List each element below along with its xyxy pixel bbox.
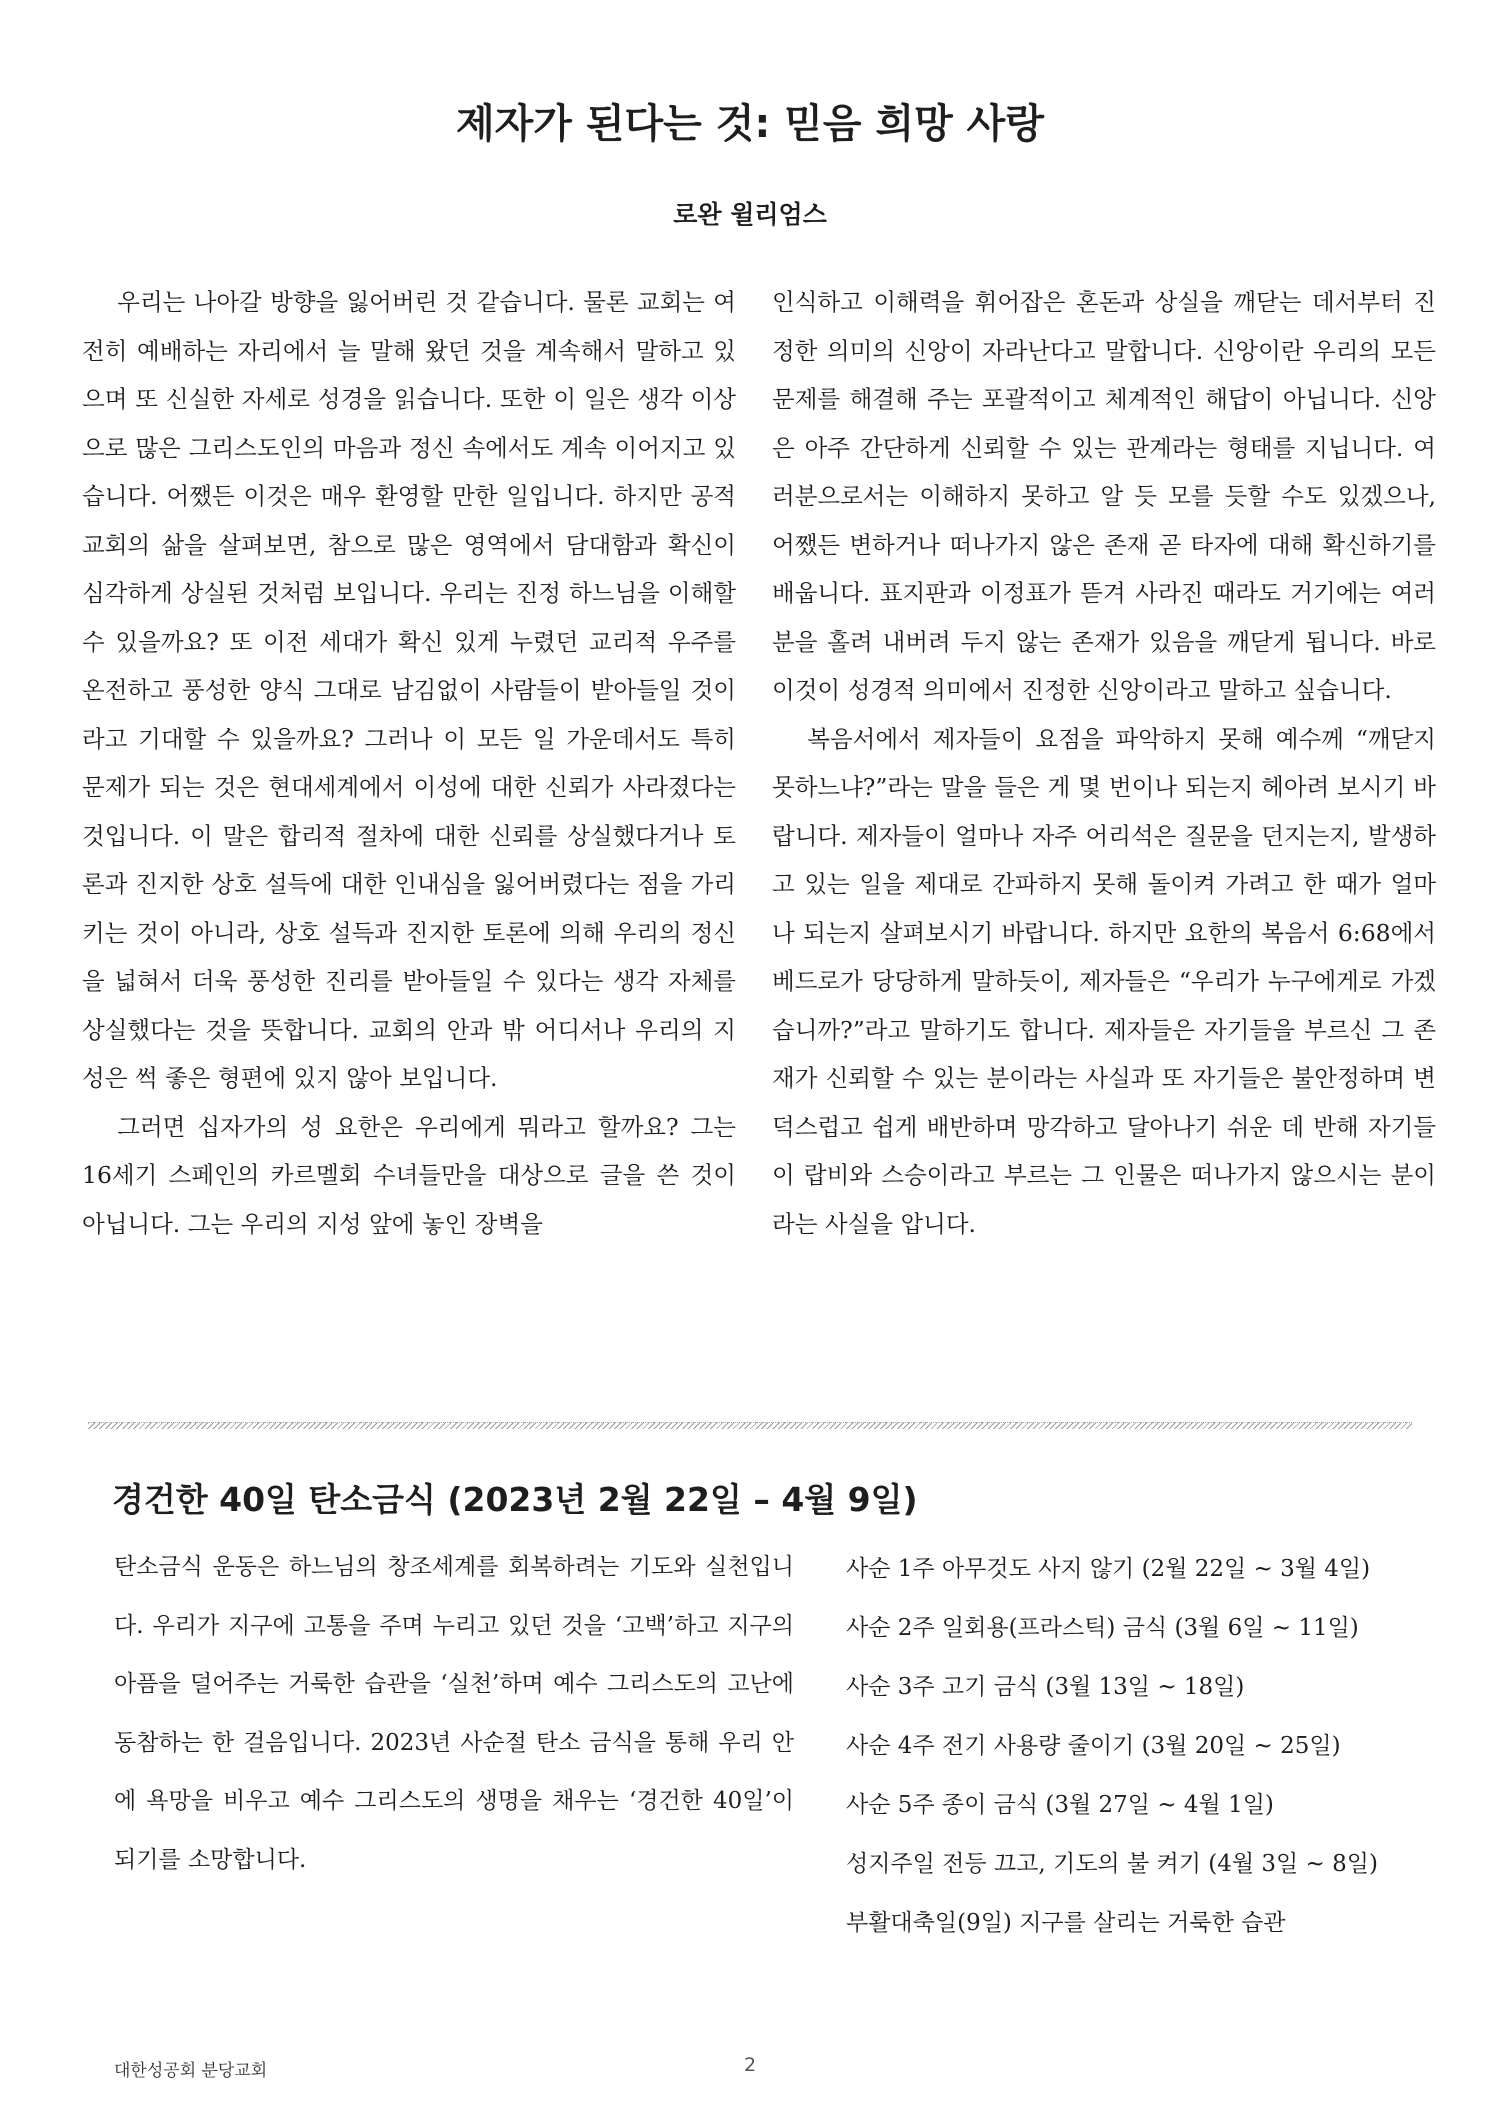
fasting-schedule <box>846 1540 1378 1953</box>
schedule-item: 사순 1주 아무것도 사지 않기 (2월 22일 ~ 3월 4일) <box>846 1556 1371 1582</box>
schedule-item: 사순 2주 일회용(프라스틱) 금식 (3월 6일 ~ 11일) <box>846 1615 1359 1641</box>
fasting-section-title: 경건한 40일 탄소금식 (2023년 2월 22일 – 4월 9일) <box>112 1480 918 1519</box>
section-divider <box>88 1422 1412 1429</box>
schedule-item: 사순 3주 고기 금식 (3월 13일 ~ 18일) <box>846 1674 1245 1700</box>
footer-church-name: 대한성공회 분당교회 <box>114 2061 268 2081</box>
article-author: 로완 윌리엄스 <box>673 200 827 229</box>
schedule-item: 부활대축일(9일) 지구를 살리는 거룩한 습관 <box>846 1910 1286 1936</box>
article-column-right <box>772 278 1436 1248</box>
article-paragraph: 복음서에서 제자들이 요점을 파악하지 못해 예수께 “깨닫지 못하느냐?”라는 말을 들은 게 몇 번이나 되는지 헤아려 보시기 바랍니다. 제자들이 얼마나 자주 어리석은 질문을 던지는지, 발생하고 있는 일을 제대로 간파하지 못해 돌이켜 가려고 한 때가 얼마나 되는지 살펴보시기 바랍니다. 하지만 요한의 복음서 6:68에서 베드로가 당당하게 말하듯이, 제자들은 “우리가 누구에게로 가겠습니까?”라고 말하기도 합니다. 제자들은 자기들을 부르신 그 존재가 신뢰할 수 있는 분이라는 사실과 또 자기들은 불안정하며 변덕스럽고 쉽게 배반하며 망각하고 달아나기 쉬운 데 반해 자기들이 랍비와 스승이라고 부르는 그 인물은 떠나가지 않으시는 분이라는 사실을 압니다. <box>772 724 1436 1238</box>
article-title: 제자가 된다는 것: 믿음 희망 사랑 <box>456 101 1044 147</box>
page-number: 2 <box>743 2054 757 2076</box>
schedule-item: 성지주일 전등 끄고, 기도의 불 켜기 (4월 3일 ~ 8일) <box>846 1851 1378 1877</box>
schedule-item: 사순 5주 종이 금식 (3월 27일 ~ 4월 1일) <box>846 1792 1274 1818</box>
schedule-item: 사순 4주 전기 사용량 줄이기 (3월 20일 ~ 25일) <box>846 1733 1341 1759</box>
article-column-left <box>82 278 736 1248</box>
fasting-intro: 탄소금식 운동은 하느님의 창조세계를 회복하려는 기도와 실천입니다. 우리가 지구에 고통을 주며 누리고 있던 것을 ‘고백’하고 지구의 아픔을 덜어주는 거룩한 습관을 ‘실천’하며 예수 그리스도의 고난에 동참하는 한 걸음입니다. 2023년 사순절 탄소 금식을 통해 우리 안에 욕망을 비우고 예수 그리스도의 생명을 채우는 ‘경건한 40일’이 되기를 소망합니다. <box>114 1554 794 1873</box>
article-paragraph: 인식하고 이해력을 휘어잡은 혼돈과 상실을 깨닫는 데서부터 진정한 의미의 신앙이 자라난다고 말합니다. 신앙이란 우리의 모든 문제를 해결해 주는 포괄적이고 체계적인 해답이 아닙니다. 신앙은 아주 간단하게 신뢰할 수 있는 관계라는 형태를 지닙니다. 여러분으로서는 이해하지 못하고 알 듯 모를 듯할 수도 있겠으나, 어쨌든 변하거나 떠나가지 않은 존재 곧 타자에 대해 확신하기를 배웁니다. 표지판과 이정표가 뜯겨 사라진 때라도 거기에는 여러분을 홀려 내버려 두지 않는 존재가 있음을 깨닫게 됩니다. 바로 이것이 성경적 의미에서 진정한 신앙이라고 말하고 싶습니다. <box>772 288 1436 704</box>
article-paragraph: 그러면 십자가의 성 요한은 우리에게 뭐라고 할까요? 그는 16세기 스페인의 카르멜회 수녀들만을 대상으로 글을 쓴 것이 아닙니다. 그는 우리의 지성 앞에 놓인 장벽을 <box>82 1112 736 1238</box>
article-paragraph: 우리는 나아갈 방향을 잃어버린 것 같습니다. 물론 교회는 여전히 예배하는 자리에서 늘 말해 왔던 것을 계속해서 말하고 있으며 또 신실한 자세로 성경을 읽습니다. 또한 이 일은 생각 이상으로 많은 그리스도인의 마음과 정신 속에서도 계속 이어지고 있습니다. 어쨌든 이것은 매우 환영할 만한 일입니다. 하지만 공적 교회의 삶을 살펴보면, 참으로 많은 영역에서 담대함과 확신이 심각하게 상실된 것처럼 보입니다. 우리는 진정 하느님을 이해할 수 있을까요? 또 이전 세대가 확신 있게 누렸던 교리적 우주를 온전하고 풍성한 양식 그대로 남김없이 사람들이 받아들일 것이라고 기대할 수 있을까요? 그러나 이 모든 일 가운데서도 특히 문제가 되는 것은 현대세계에서 이성에 대한 신뢰가 사라졌다는 것입니다. 이 말은 합리적 절차에 대한 신뢰를 상실했다거나 토론과 진지한 상호 설득에 대한 인내심을 잃어버렸다는 점을 가리키는 것이 아니라, 상호 설득과 진지한 토론에 의해 우리의 정신을 넓혀서 더욱 풍성한 진리를 받아들일 수 있다는 생각 자체를 상실했다는 것을 뜻합니다. 교회의 안과 밖 어디서나 우리의 지성은 썩 좋은 형편에 있지 않아 보입니다. <box>82 288 736 1092</box>
